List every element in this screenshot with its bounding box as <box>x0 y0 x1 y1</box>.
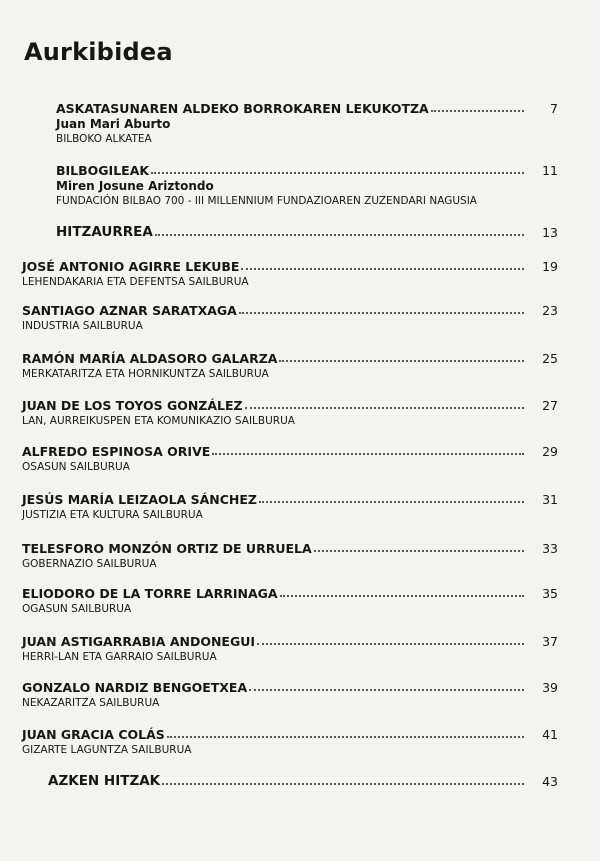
toc-entry-author: Miren Josune Ariztondo <box>56 179 214 193</box>
leader-dots <box>431 110 524 112</box>
toc-entry-heading: HITZAURREA <box>56 224 153 240</box>
toc-entry-subtitle: OGASUN SAILBURUA <box>22 603 132 615</box>
toc-entry-heading: ALFREDO ESPINOSA ORIVE <box>22 444 211 459</box>
toc-entry-subtitle: INDUSTRIA SAILBURUA <box>22 320 143 332</box>
toc-entry-heading: JUAN ASTIGARRABIA ANDONEGUI <box>22 634 256 649</box>
toc-entry-page: 23 <box>542 303 558 318</box>
toc-entry-heading: JESÚS MARÍA LEIZAOLA SÁNCHEZ <box>22 492 257 507</box>
toc-entry-page: 33 <box>542 541 558 556</box>
toc-entry-page: 27 <box>542 398 558 413</box>
leader-dots <box>151 172 524 174</box>
leader-dots <box>162 783 524 785</box>
toc-entry-subtitle: LEHENDAKARIA ETA DEFENTSA SAILBURUA <box>22 276 249 288</box>
toc-entry-page: 19 <box>542 259 558 274</box>
toc-entry-heading: JUAN DE LOS TOYOS GONZÁLEZ <box>22 398 243 413</box>
toc-entry-heading: SANTIAGO AZNAR SARATXAGA <box>22 303 237 318</box>
toc-entry[interactable] <box>56 162 558 208</box>
toc-entry[interactable] <box>22 443 558 474</box>
leader-dots <box>257 643 524 645</box>
toc-entry-subtitle: BILBOKO ALKATEA <box>56 133 152 145</box>
toc-entry[interactable] <box>22 726 558 757</box>
toc-entry-subtitle: MERKATARITZA ETA HORNIKUNTZA SAILBURUA <box>22 368 269 380</box>
leader-dots <box>167 736 524 738</box>
toc-entry-heading: ASKATASUNAREN ALDEKO BORROKAREN LEKUKOTZA <box>56 101 429 116</box>
toc-entry-heading: JOSÉ ANTONIO AGIRRE LEKUBE <box>22 259 240 274</box>
leader-dots <box>249 689 524 691</box>
toc-entry[interactable] <box>22 585 558 616</box>
toc-entry[interactable] <box>22 540 558 571</box>
leader-dots <box>279 360 524 362</box>
page-title: Aurkibidea <box>24 38 173 66</box>
leader-dots <box>241 268 524 270</box>
leader-dots <box>155 234 524 236</box>
toc-entry-heading: GONZALO NARDIZ BENGOETXEA <box>22 680 248 695</box>
toc-entry-heading: AZKEN HITZAK <box>48 773 161 789</box>
toc-entry-page: 13 <box>542 225 558 240</box>
toc-entry-heading: BILBOGILEAK <box>56 163 150 178</box>
toc-entry-page: 39 <box>542 680 558 695</box>
toc-entry[interactable] <box>22 302 558 333</box>
leader-dots <box>245 407 524 409</box>
toc-entry-page: 7 <box>550 101 558 116</box>
toc-entry-subtitle: NEKAZARITZA SAILBURUA <box>22 697 160 709</box>
toc-entry-heading: ELIODORO DE LA TORRE LARRINAGA <box>22 586 278 601</box>
toc-entry-page: 11 <box>542 163 558 178</box>
toc-entry-subtitle: HERRI-LAN ETA GARRAIO SAILBURUA <box>22 651 217 663</box>
toc-entry-heading: JUAN GRACIA COLÁS <box>22 727 165 742</box>
toc-entry-subtitle: OSASUN SAILBURUA <box>22 461 130 473</box>
toc-entry-subtitle: GIZARTE LAGUNTZA SAILBURUA <box>22 744 192 756</box>
toc-entry-subtitle: LAN, AURREIKUSPEN ETA KOMUNIKAZIO SAILBURUA <box>22 415 295 427</box>
leader-dots <box>212 453 524 455</box>
toc-entry[interactable] <box>22 397 558 428</box>
toc-entry[interactable] <box>22 491 558 522</box>
toc-entry[interactable] <box>48 773 558 790</box>
toc-entry-page: 31 <box>542 492 558 507</box>
toc-entry-page: 25 <box>542 351 558 366</box>
toc-entry[interactable] <box>22 679 558 710</box>
toc-entry-subtitle: FUNDACIÓN BILBAO 700 - III MILLENNIUM FUNDAZIOAREN ZUZENDARI NAGUSIA <box>56 195 477 207</box>
toc-entry[interactable] <box>56 100 558 146</box>
toc-entry-subtitle: GOBERNAZIO SAILBURUA <box>22 558 157 570</box>
toc-entry-author: Juan Mari Aburto <box>56 117 171 131</box>
toc-entry[interactable] <box>22 258 558 289</box>
toc-entry-page: 37 <box>542 634 558 649</box>
toc-entry[interactable] <box>22 350 558 381</box>
leader-dots <box>239 312 524 314</box>
toc-entry-heading: RAMÓN MARÍA ALDASORO GALARZA <box>22 351 278 366</box>
toc-entry-page: 41 <box>542 727 558 742</box>
leader-dots <box>314 550 524 552</box>
toc-entry-subtitle: JUSTIZIA ETA KULTURA SAILBURUA <box>22 509 203 521</box>
toc-entry-page: 29 <box>542 444 558 459</box>
leader-dots <box>259 501 524 503</box>
toc-entry-heading: TELESFORO MONZÓN ORTIZ DE URRUELA <box>22 541 312 556</box>
toc-entry[interactable] <box>56 224 558 241</box>
toc-entry-page: 43 <box>542 774 558 789</box>
toc-entry-page: 35 <box>542 586 558 601</box>
leader-dots <box>280 595 524 597</box>
toc-entry[interactable] <box>22 633 558 664</box>
